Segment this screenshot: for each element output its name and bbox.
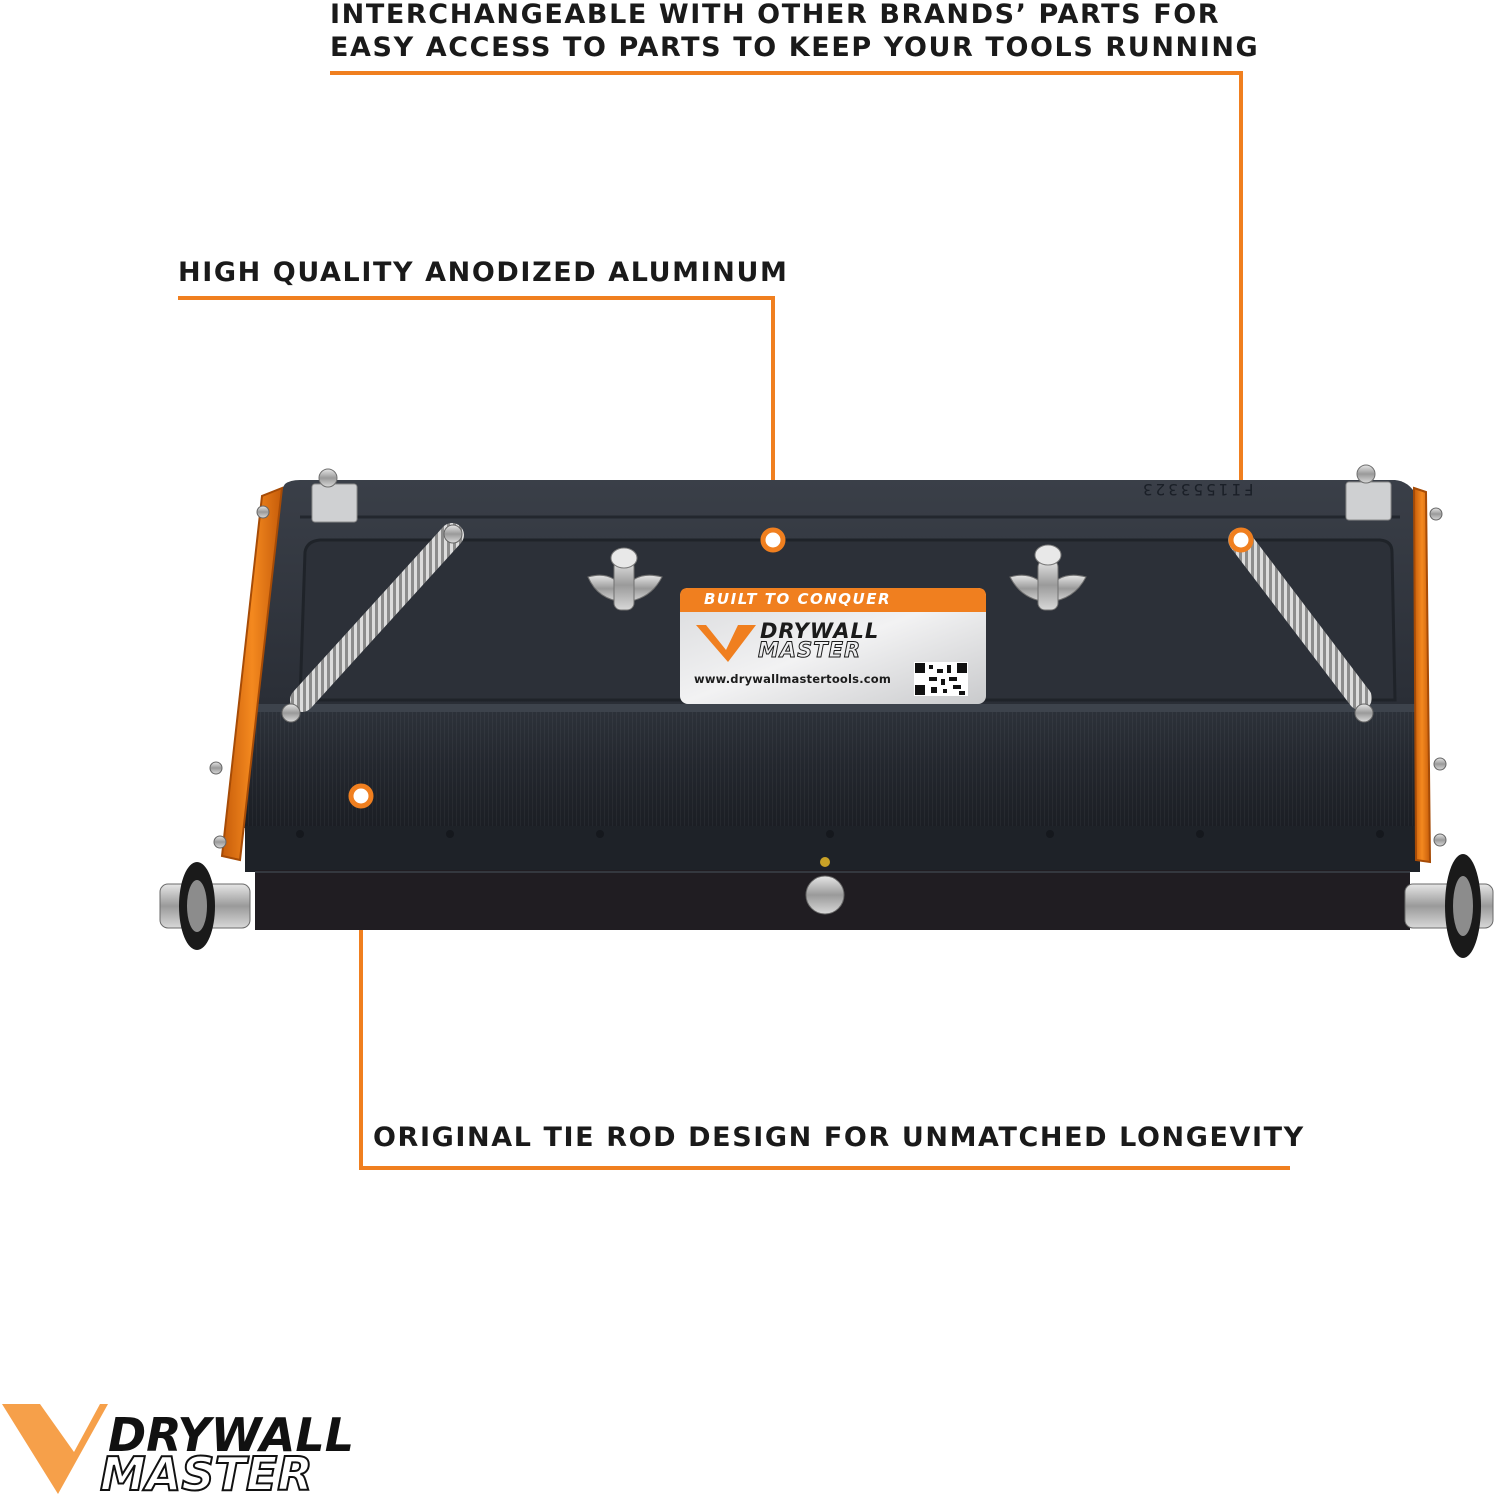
label-url: www.drywallmastertools.com	[694, 672, 892, 686]
screw	[1434, 758, 1446, 770]
label-brand-line1: DRYWALL	[760, 619, 880, 643]
callout-tie-rod-line1: ORIGINAL TIE ROD DESIGN FOR UNMATCHED LONGEVITY	[373, 1122, 1305, 1153]
callout-interchangeable-line1: INTERCHANGEABLE WITH OTHER BRANDS’ PARTS FOR	[330, 0, 1221, 30]
callout-interchangeable-line2: EASY ACCESS TO PARTS TO KEEP YOUR TOOLS RUNNING	[330, 32, 1260, 63]
screw	[257, 506, 269, 518]
label-tagline-prefix: BUILT TO	[704, 590, 791, 608]
center-blade-screw	[806, 876, 844, 914]
screw	[214, 836, 226, 848]
screw	[1434, 834, 1446, 846]
callout-dot-aluminum	[763, 530, 783, 550]
logo-line1: DRYWALL	[108, 1408, 355, 1462]
screw	[1430, 508, 1442, 520]
logo-chevron-icon	[2, 1404, 108, 1494]
callout-aluminum-line1: HIGH QUALITY ANODIZED ALUMINUM	[178, 257, 789, 288]
right-side-plate	[1414, 488, 1430, 862]
serial-number: FI1553323	[1140, 480, 1254, 499]
label-tagline	[704, 590, 891, 608]
screw	[210, 762, 222, 774]
right-bracket	[1346, 465, 1391, 520]
qr-code	[914, 662, 968, 696]
callout-dot-tie-rod	[351, 786, 371, 806]
callout-dot-interchangeable	[1231, 530, 1251, 550]
left-bracket	[312, 469, 357, 522]
label-tagline-emphasis: CONQUER	[797, 590, 891, 608]
left-wheel	[160, 862, 250, 950]
logo-line2: MASTER	[100, 1447, 313, 1501]
label-brand-line2: MASTER	[758, 638, 862, 662]
leader-line-interchangeable	[330, 73, 1241, 540]
